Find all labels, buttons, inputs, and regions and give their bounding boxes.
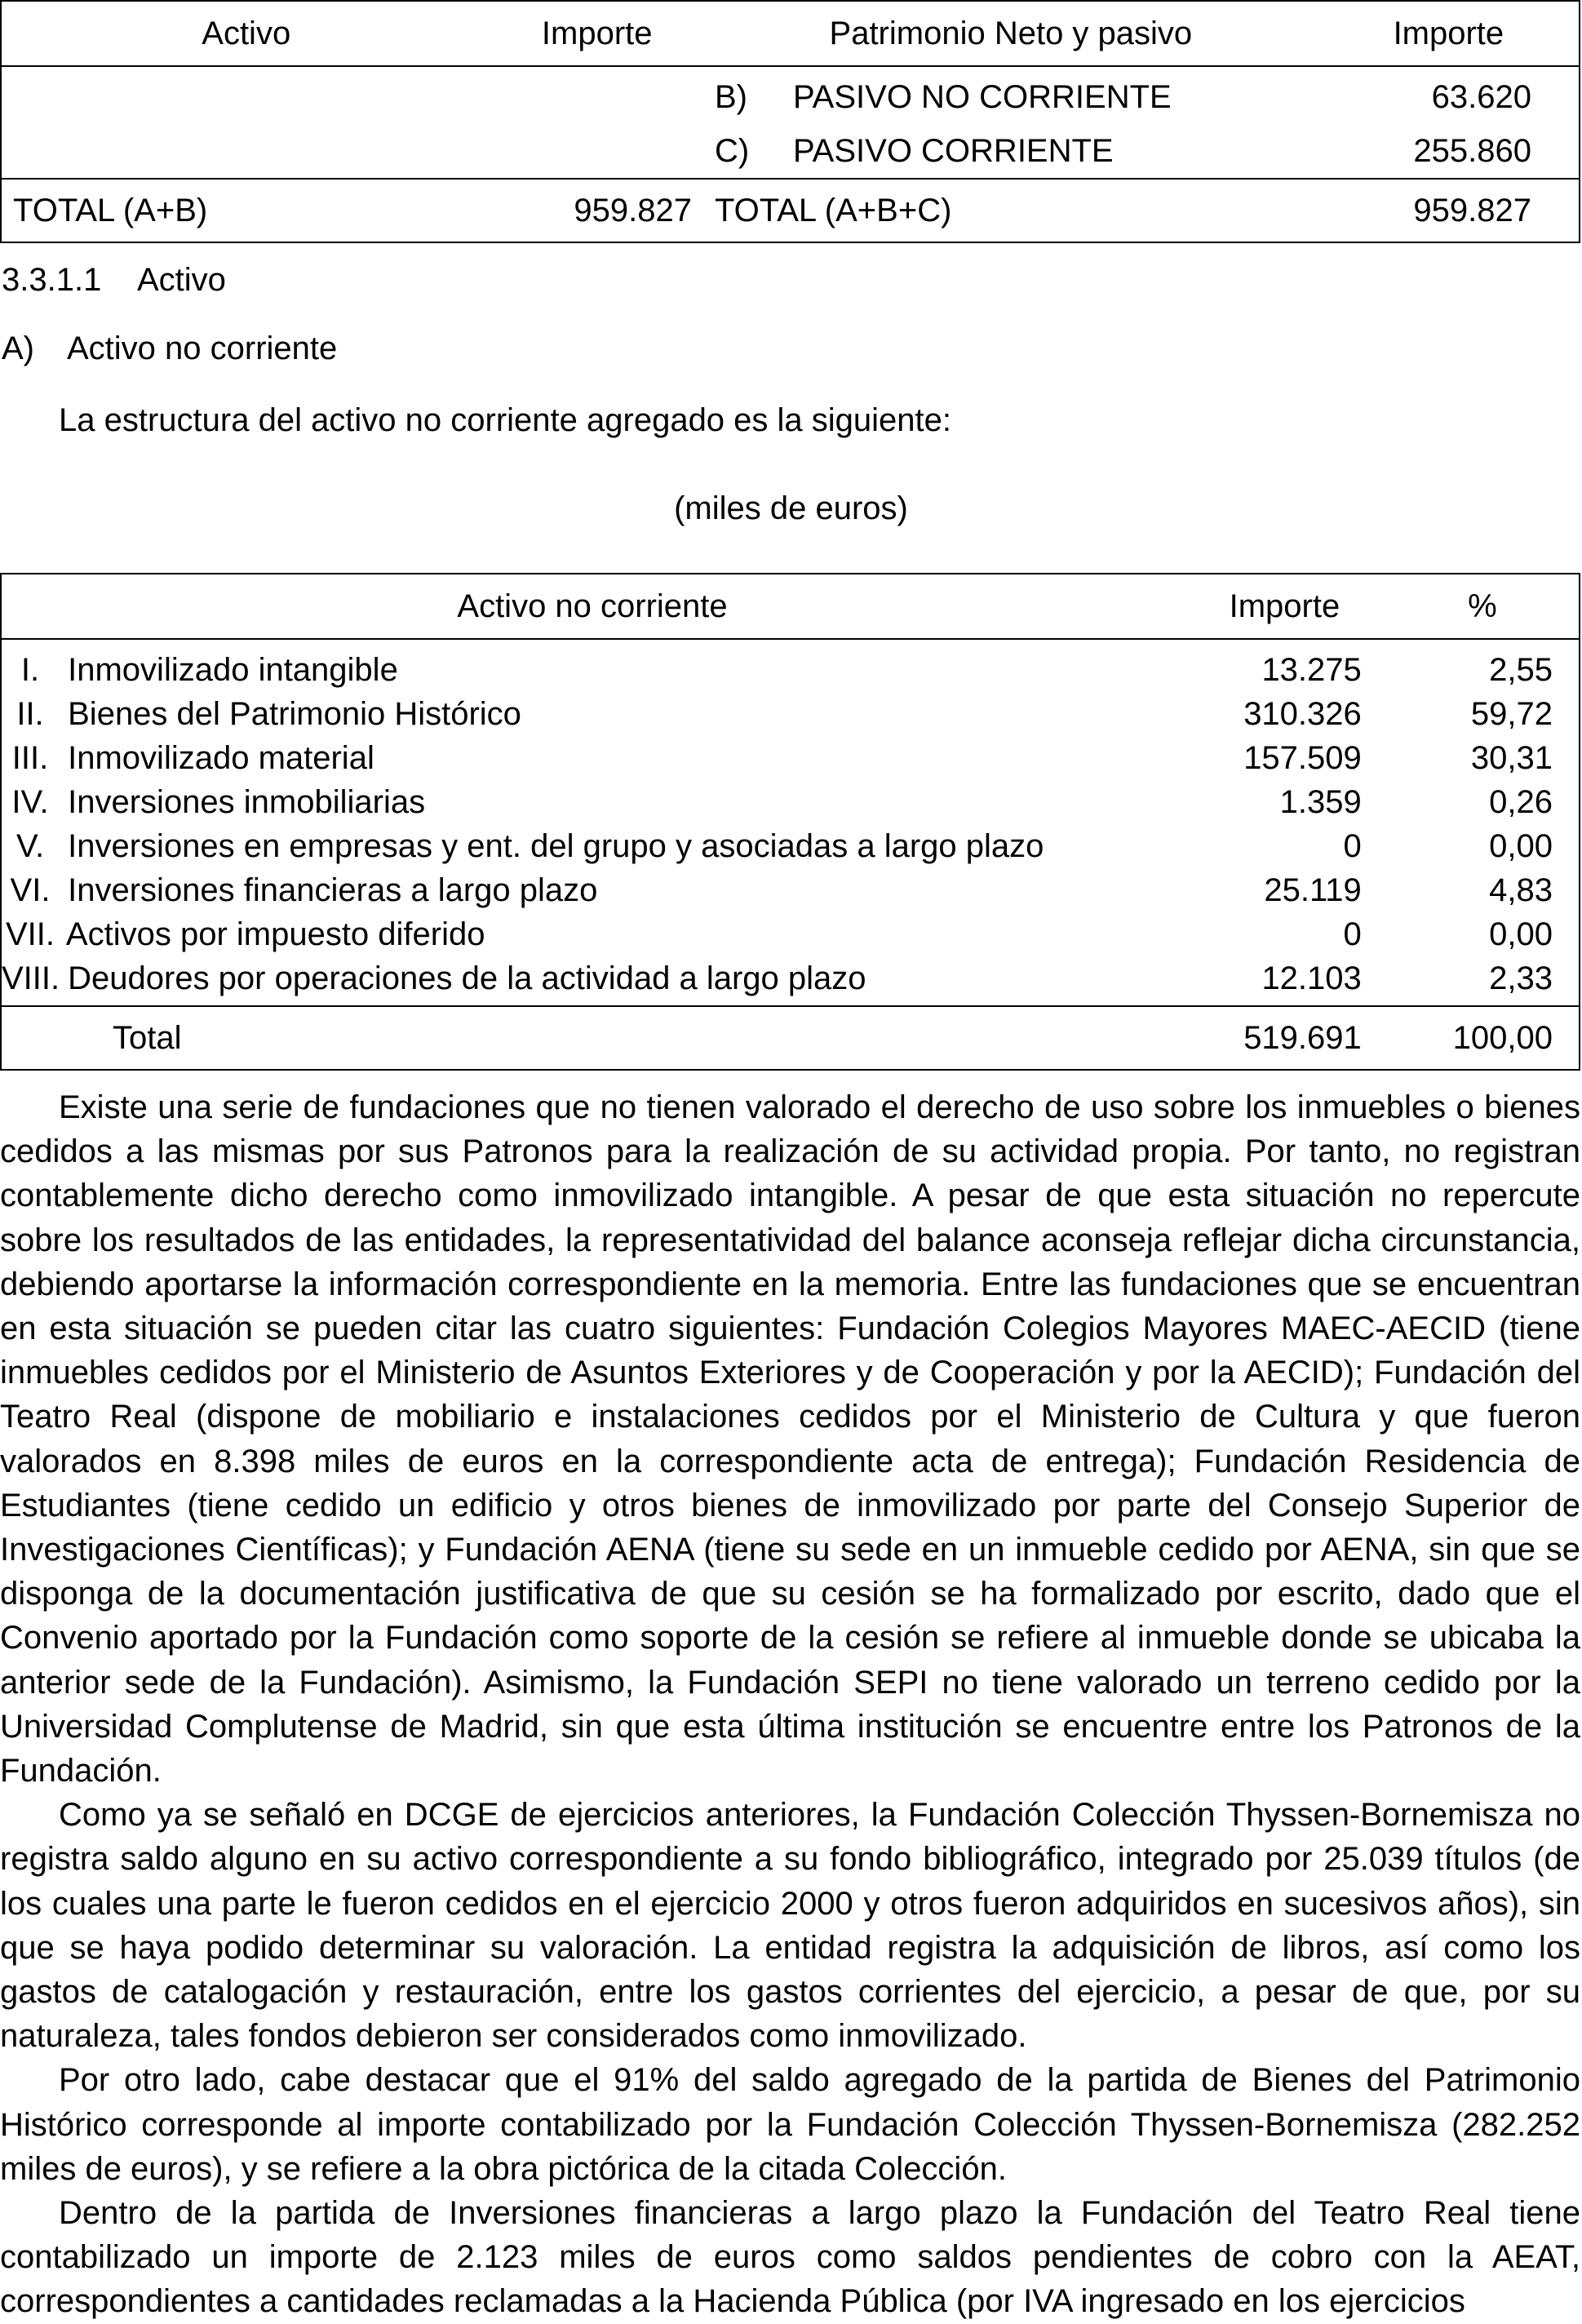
table-row <box>1 736 1580 780</box>
section-title: Activo <box>137 262 226 298</box>
row-label: Activos por impuesto diferido <box>65 916 485 952</box>
table-row <box>1 956 1580 1006</box>
row-amount: 13.275 <box>1261 652 1362 688</box>
row-pct: 4,83 <box>1489 872 1553 908</box>
row-label: Inversiones en empresas y ent. del grupo y asociadas a largo plazo <box>68 828 1044 864</box>
row-roman: I. <box>20 652 40 688</box>
row-roman: VIII. <box>2 960 60 996</box>
table-row <box>1 639 1580 692</box>
total-amount: 519.691 <box>1183 1006 1386 1070</box>
assets-table-header <box>1 574 1580 639</box>
total-pct: 100,00 <box>1386 1006 1580 1070</box>
row-amount: 0 <box>1343 916 1362 952</box>
total-label: Total <box>1 1006 1183 1070</box>
subsection-title: Activo no corriente <box>67 330 338 366</box>
row-pct: 0,00 <box>1489 828 1553 864</box>
balance-total-row <box>1 179 1580 242</box>
total-left-amount: 959.827 <box>490 179 702 242</box>
row-roman: VII. <box>5 916 55 952</box>
header-patrimonio: Patrimonio Neto y pasivo <box>703 1 1318 66</box>
header-importe: Importe <box>1183 574 1386 639</box>
row-amount: 12.103 <box>1261 960 1362 996</box>
row-amount: 0 <box>1343 828 1362 864</box>
row-pct: 2,55 <box>1489 652 1553 688</box>
row-roman: VI. <box>10 872 51 908</box>
row-label: Inmovilizado material <box>68 740 374 776</box>
section-heading <box>2 258 226 302</box>
row-label: PASIVO NO CORRIENTE <box>792 79 1172 115</box>
table-row <box>1 912 1580 956</box>
paragraph: Como ya se señaló en DCGE de ejercicios anteriores, la Fundación Colección Thyssen-Bornemisza no registra saldo alguno en su activo correspondiente a su fondo bibliográfico, integrado por 25.039 títulos (de los cuales una parte le fueron cedidos en el ejercicio 2000 y otros fueron adquiridos en sucesivos años), sin que se haya podido determinar su valoración. La entidad registra la adquisición de libros, así como los gastos de catalogación y restauración, entre los gastos corrientes del ejercicio, a pesar de que, por su naturaleza, tales fondos debieron ser considerados como inmovilizado. <box>0 1797 1580 2055</box>
table-row <box>1 692 1580 736</box>
row-amount: 157.509 <box>1243 740 1362 776</box>
row-pct: 30,31 <box>1470 740 1553 776</box>
row-amount: 310.326 <box>1243 696 1362 732</box>
row-roman: II. <box>16 696 44 732</box>
row-label: Inversiones inmobiliarias <box>68 784 426 820</box>
assets-total-row <box>1 1006 1580 1070</box>
row-label: PASIVO CORRIENTE <box>792 133 1114 169</box>
row-label: Deudores por operaciones de la actividad a largo plazo <box>68 960 866 996</box>
balance-table <box>0 0 1580 243</box>
table-row <box>1 780 1580 824</box>
row-pct: 0,26 <box>1489 784 1553 820</box>
row-roman: V. <box>16 828 45 864</box>
intro-text: La estructura del activo no corriente agregado es la siguiente: <box>59 402 952 438</box>
header-pct: % <box>1386 574 1580 639</box>
row-code: B) <box>714 79 747 115</box>
row-roman: III. <box>11 740 49 776</box>
row-amount: 255.860 <box>1413 133 1531 169</box>
total-right-amount: 959.827 <box>1318 179 1580 242</box>
header-importe-right: Importe <box>1318 1 1580 66</box>
total-left-label: TOTAL (A+B) <box>1 179 490 242</box>
row-label: Inmovilizado intangible <box>68 652 398 688</box>
assets-table <box>0 573 1580 1071</box>
section-number: 3.3.1.1 <box>2 262 102 298</box>
balance-table-header <box>1 1 1580 66</box>
paragraph: Por otro lado, cabe destacar que el 91% del saldo agregado de la partida de Bienes del Patrimonio Histórico corresponde al importe contabilizado por la Fundación Colección Thyssen-Bornemisza (282.252 miles de euros), y se refiere a la obra pictórica de la citada Colección. <box>0 2062 1580 2187</box>
row-label: Inversiones financieras a largo plazo <box>68 872 598 908</box>
row-code: C) <box>714 133 750 169</box>
total-right-label: TOTAL (A+B+C) <box>703 179 1318 242</box>
row-pct: 0,00 <box>1489 916 1553 952</box>
header-importe-left: Importe <box>490 1 702 66</box>
table-row <box>1 868 1580 912</box>
row-roman: IV. <box>11 784 49 820</box>
subsection-code: A) <box>2 330 34 366</box>
paragraph: Dentro de la partida de Inversiones financieras a largo plazo la Fundación del Teatro Real tiene contabilizado un importe de 2.123 miles de euros como saldos pendientes de cobro con la AEAT, correspondientes a cantidades reclamadas a la Hacienda Pública (por IVA ingresado en los ejercicios <box>0 2195 1580 2320</box>
body-text <box>0 1085 1580 2324</box>
header-activo-no-corriente: Activo no corriente <box>1 574 1183 639</box>
row-amount: 1.359 <box>1279 784 1362 820</box>
row-label: Bienes del Patrimonio Histórico <box>68 696 521 732</box>
row-amount: 25.119 <box>1264 872 1362 908</box>
table-row <box>1 824 1580 868</box>
table-row <box>1 124 1580 179</box>
units-note: (miles de euros) <box>674 490 908 526</box>
row-amount: 63.620 <box>1431 79 1531 115</box>
header-activo: Activo <box>1 1 490 66</box>
row-pct: 59,72 <box>1470 696 1553 732</box>
subsection-heading <box>2 326 337 370</box>
paragraph: Existe una serie de fundaciones que no tienen valorado el derecho de uso sobre los inmuebles o bienes cedidos a las mismas por sus Patronos para la realización de su actividad propia. Por tanto, no registran contablemente dicho derecho como inmovilizado intangible. A pesar de que esta situación no repercute sobre los resultados de las entidades, la representatividad del balance aconseja reflejar dicha circunstancia, debiendo aportarse la información correspondiente en la memoria. Entre las fundaciones que se encuentran en esta situación se pueden citar las cuatro siguientes: Fundación Colegios Mayores MAEC-AECID (tiene inmuebles cedidos por el Ministerio de Asuntos Exteriores y de Cooperación y por la AECID); Fundación del Teatro Real (dispone de mobiliario e instalaciones cedidos por el Ministerio de Cultura y que fueron valorados en 8.398 miles de euros en la correspondiente acta de entrega); Fundación Residencia de Estudiantes (tiene cedido un edificio y otros bienes de inmovilizado por parte del Consejo Superior de Investigaciones Científicas); y Fundación AENA (tiene su sede en un inmueble cedido por AENA, sin que se disponga de la documentación justificativa de que su cesión se ha formalizado por escrito, dado que el Convenio aportado por la Fundación como soporte de la cesión se refiere al inmueble donde se ubicaba la anterior sede de la Fundación). Asimismo, la Fundación SEPI no tiene valorado un terreno cedido por la Universidad Complutense de Madrid, sin que esta última institución se encuentre entre los Patronos de la Fundación. <box>0 1089 1580 1790</box>
row-pct: 2,33 <box>1489 960 1553 996</box>
table-row <box>1 66 1580 124</box>
